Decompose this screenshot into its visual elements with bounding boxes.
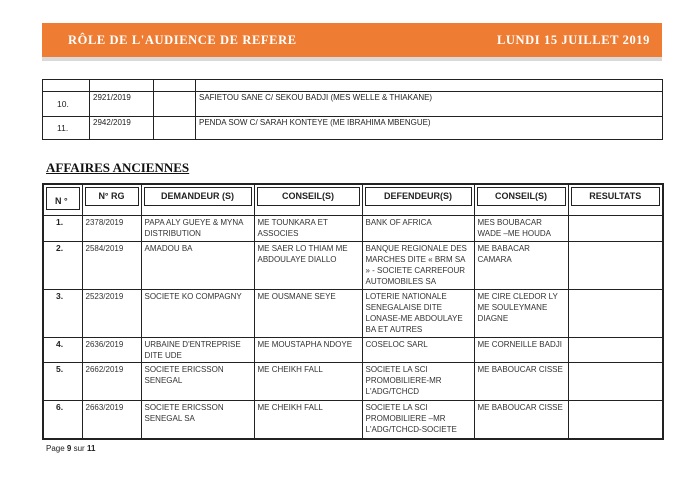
plaintiff-counsel: ME CHEIKH FALL	[254, 401, 362, 439]
column-header: CONSEIL(S)	[474, 184, 568, 216]
case-rg: 2942/2019	[90, 117, 154, 140]
result	[568, 363, 663, 401]
result	[568, 338, 663, 363]
plaintiff-counsel: ME TOUNKARA ET ASSOCIES	[254, 216, 362, 242]
case-rg: 2663/2019	[82, 401, 141, 439]
plaintiff: PAPA ALY GUEYE & MYNA DISTRIBUTION	[141, 216, 254, 242]
case-number: 5.	[43, 363, 82, 401]
defendant-counsel: ME BABOUCAR CISSE	[474, 363, 568, 401]
defendant: SOCIETE LA SCI PROMOBILIERE-MR L'ADG/TCHCD	[362, 363, 474, 401]
page-footer	[46, 444, 95, 453]
case-rg: 2921/2019	[90, 92, 154, 117]
case-parties: PENDA SOW C/ SARAH KONTEYE (ME IBRAHIMA MBENGUE)	[196, 117, 663, 140]
plaintiff-counsel: ME MOUSTAPHA NDOYE	[254, 338, 362, 363]
table-row	[43, 216, 663, 242]
table-row	[43, 242, 663, 290]
case-number: 4.	[43, 338, 82, 363]
table-row	[43, 80, 663, 92]
result	[568, 401, 663, 439]
defendant: BANK OF AFRICA	[362, 216, 474, 242]
case-number: 10.	[43, 92, 90, 117]
column-header: N °	[43, 184, 82, 216]
case-number: 3.	[43, 290, 82, 338]
section-title: AFFAIRES ANCIENNES	[46, 160, 190, 175]
page-label: Page	[46, 444, 65, 453]
hearing-date: LUNDI 15 JUILLET 2019	[496, 33, 650, 47]
page-separator: sur	[73, 444, 85, 453]
defendant-counsel: ME CIRE CLEDOR LY ME SOULEYMANE DIAGNE	[474, 290, 568, 338]
case-number: 1.	[43, 216, 82, 242]
plaintiff-counsel: ME SAER LO THIAM ME ABDOULAYE DIALLO	[254, 242, 362, 290]
defendant-counsel: MES BOUBACAR WADE –ME HOUDA	[474, 216, 568, 242]
page-title: RÔLE DE L'AUDIENCE DE REFERE	[68, 33, 297, 47]
defendant-counsel: ME BABOUCAR CISSE	[474, 401, 568, 439]
table-row	[43, 92, 663, 117]
plaintiff: SOCIETE KO COMPAGNY	[141, 290, 254, 338]
case-rg: 2636/2019	[82, 338, 141, 363]
result	[568, 290, 663, 338]
plaintiff-counsel: ME CHEIKH FALL	[254, 363, 362, 401]
table-header-row	[43, 184, 663, 216]
case-rg: 2378/2019	[82, 216, 141, 242]
plaintiff-counsel: ME OUSMANE SEYE	[254, 290, 362, 338]
column-header: DEFENDEUR(S)	[362, 184, 474, 216]
result	[568, 242, 663, 290]
plaintiff: SOCIETE ERICSSON SENEGAL SA	[141, 401, 254, 439]
case-rg: 2523/2019	[82, 290, 141, 338]
page-total: 11	[86, 444, 96, 453]
empty-cell	[154, 92, 196, 117]
empty-cell	[154, 117, 196, 140]
case-number: 11.	[43, 117, 90, 140]
table-row	[43, 338, 663, 363]
defendant-counsel: ME CORNEILLE BADJI	[474, 338, 568, 363]
defendant: BANQUE REGIONALE DES MARCHES DITE « BRM SA » - SOCIETE CARREFOUR AUTOMOBILES SA	[362, 242, 474, 290]
case-number: 2.	[43, 242, 82, 290]
case-parties: SAFIETOU SANE C/ SEKOU BADJI (MES WELLE & THIAKANE)	[196, 92, 663, 117]
column-header: CONSEIL(S)	[254, 184, 362, 216]
column-header: DEMANDEUR (S)	[141, 184, 254, 216]
plaintiff: AMADOU BA	[141, 242, 254, 290]
table-row	[43, 290, 663, 338]
header-banner	[42, 23, 662, 61]
case-rg: 2662/2019	[82, 363, 141, 401]
case-number: 6.	[43, 401, 82, 439]
column-header: RESULTATS	[568, 184, 663, 216]
table-row	[43, 117, 663, 140]
plaintiff: URBAINE D'ENTREPRISE DITE UDE	[141, 338, 254, 363]
recent-cases-table	[42, 79, 663, 140]
case-rg: 2584/2019	[82, 242, 141, 290]
old-cases-table	[42, 183, 664, 440]
page-number: 9	[66, 444, 72, 453]
table-row	[43, 363, 663, 401]
defendant: SOCIETE LA SCI PROMOBILIERE –MR L'ADG/TCHCD-SOCIETE	[362, 401, 474, 439]
defendant: COSELOC SARL	[362, 338, 474, 363]
plaintiff: SOCIETE ERICSSON SENEGAL	[141, 363, 254, 401]
defendant-counsel: ME BABACAR CAMARA	[474, 242, 568, 290]
defendant: LOTERIE NATIONALE SENEGALAISE DITE LONASE-ME ABDOULAYE BA ET AUTRES	[362, 290, 474, 338]
result	[568, 216, 663, 242]
table-row	[43, 401, 663, 439]
column-header: N° RG	[82, 184, 141, 216]
